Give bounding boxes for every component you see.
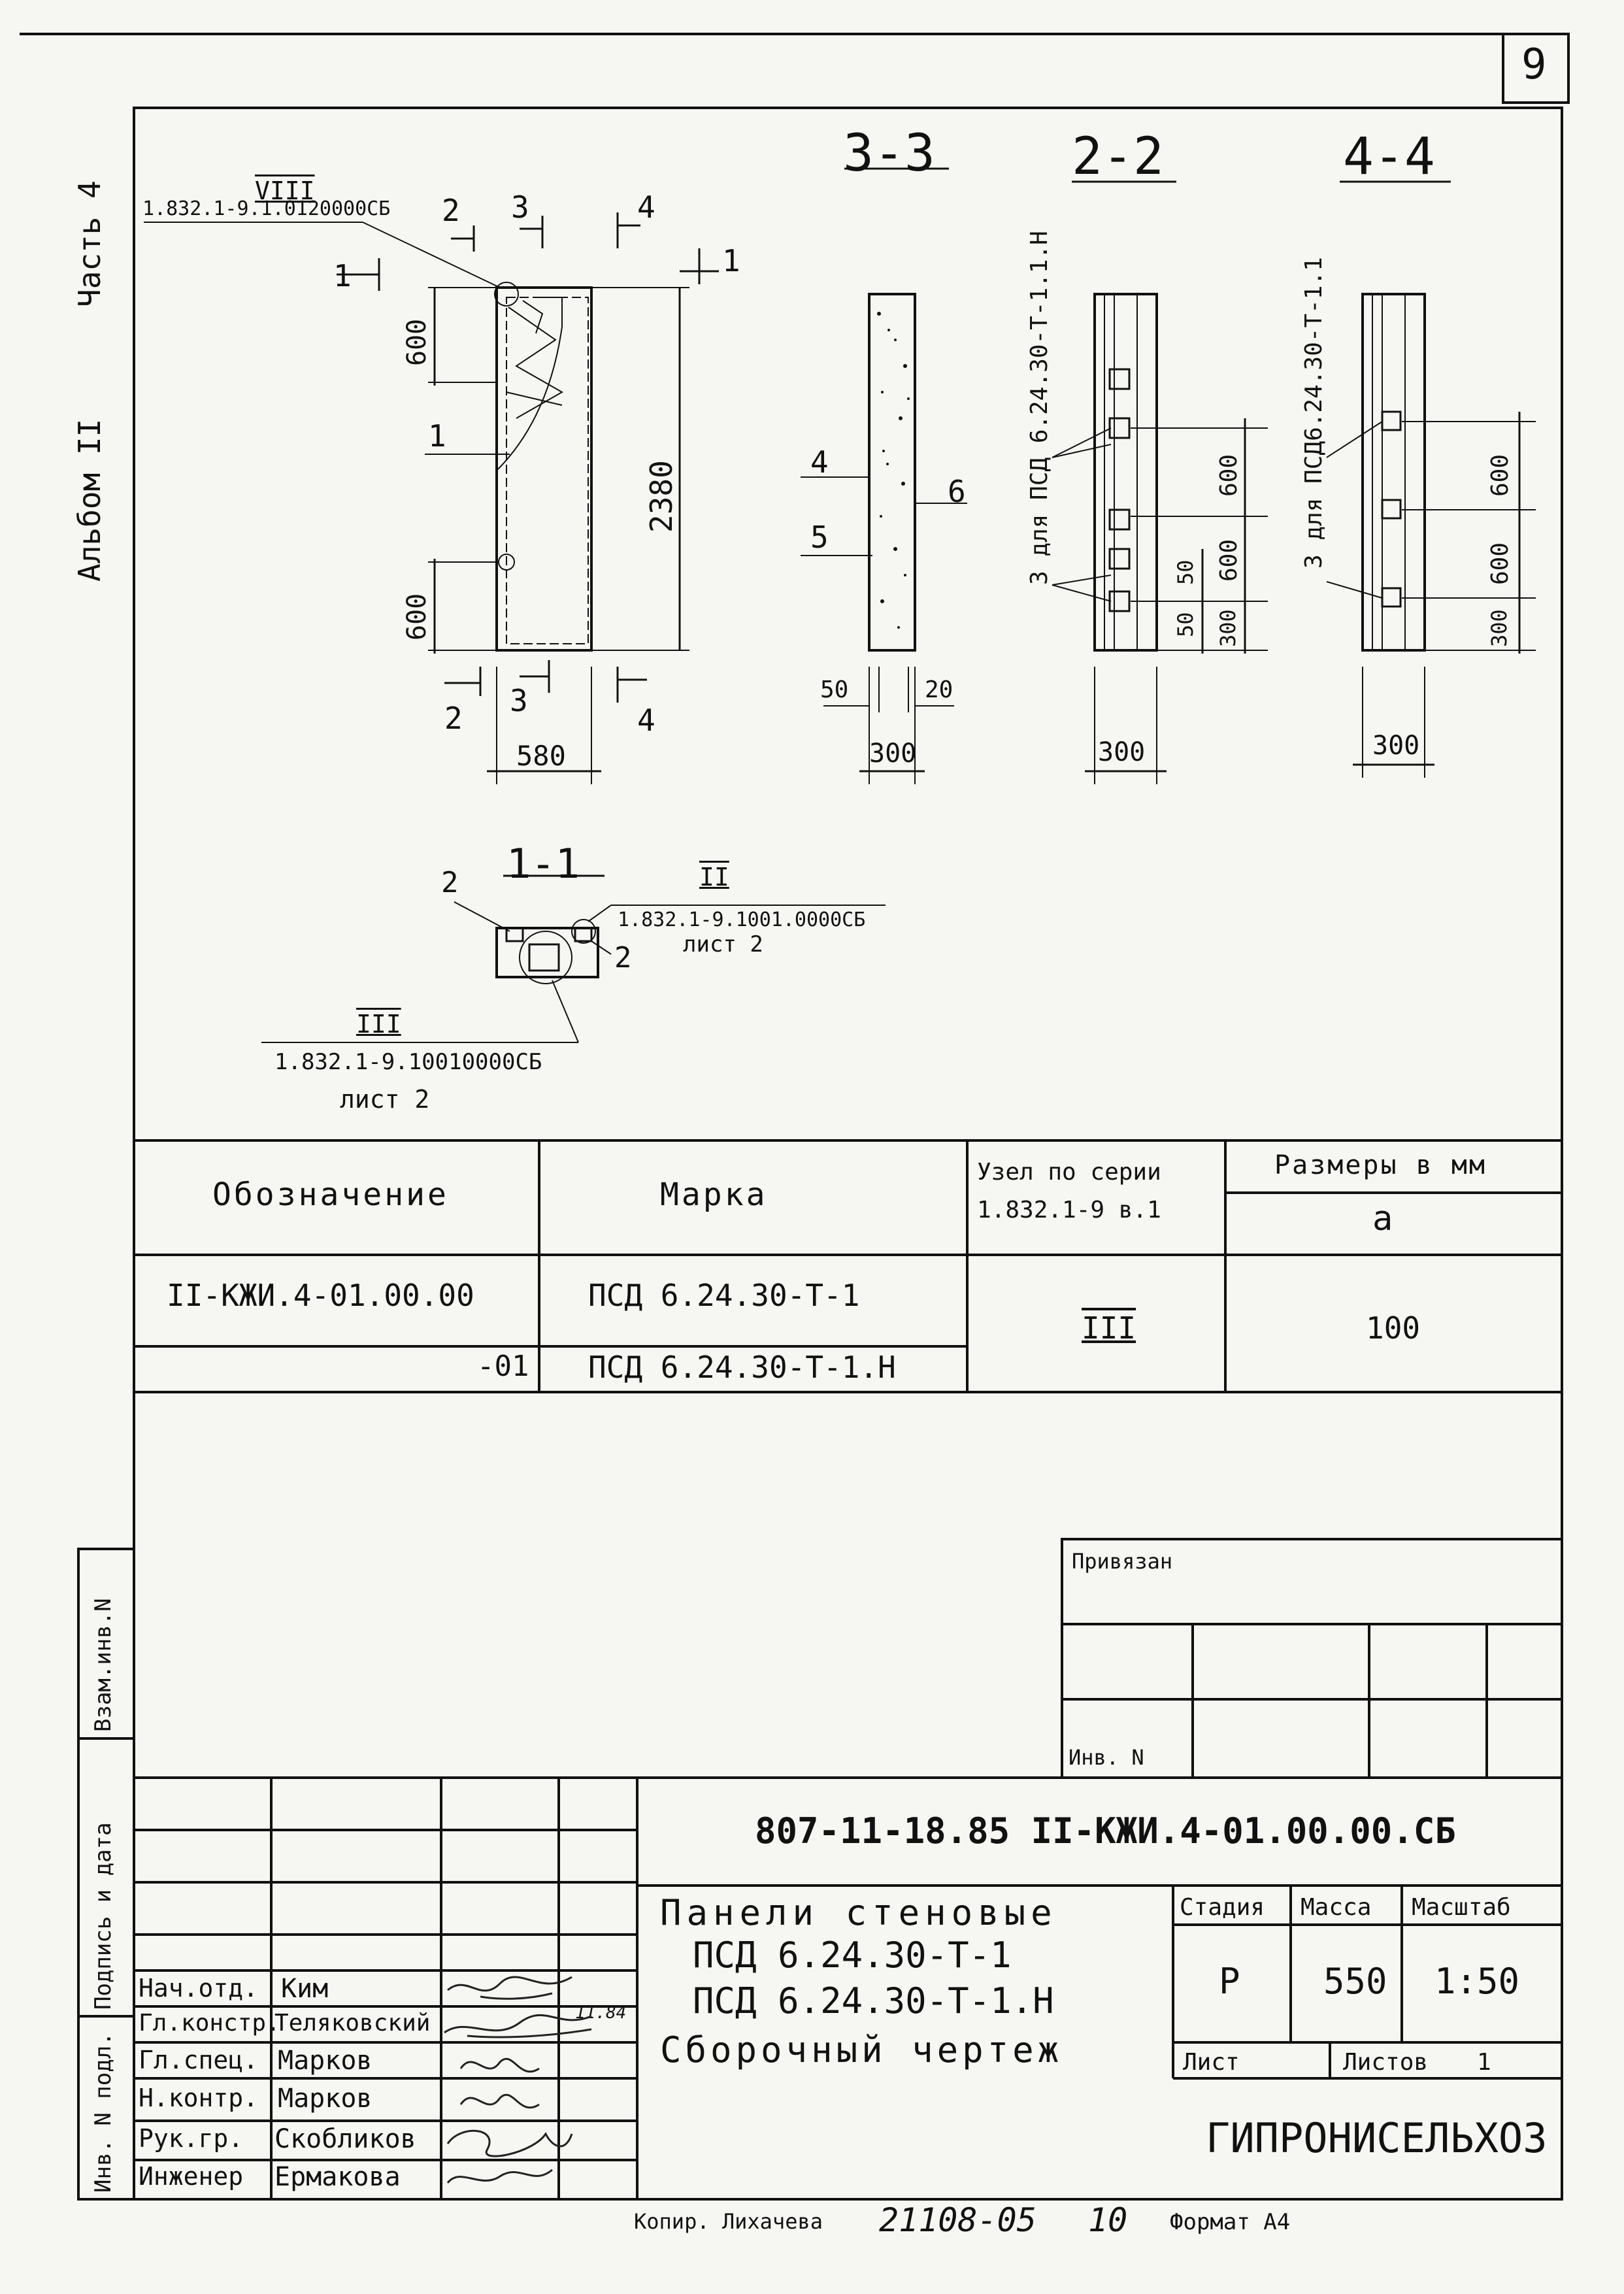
staff-role-6: Инженер [139, 2162, 244, 2191]
title-line-1: Панели стеновые [660, 1892, 1057, 1933]
mass-value: 550 [1323, 1961, 1387, 2002]
staff-name-1: Ким [281, 1974, 329, 2004]
footer-format: Формат А4 [1170, 2209, 1291, 2235]
node-ii-ref: 1.832.1-9.1001.0000СБ [618, 908, 866, 931]
doc-code: 807-11-18.85 II-КЖИ.4-01.00.00.СБ [755, 1810, 1456, 1852]
node-ii-numeral: II [699, 863, 729, 891]
row1-mark: ПСД 6.24.30-Т-1 [588, 1278, 860, 1313]
row2-mark: ПСД 6.24.30-Т-1.Н [588, 1350, 896, 1385]
title-line-4: Сборочный чертеж [660, 2029, 1063, 2070]
privyazan-label: Привязан [1072, 1549, 1173, 1574]
dim-300-section33: 300 [869, 739, 917, 769]
staff-role-1: Нач.отд. [139, 1974, 259, 2003]
listov-value: 1 [1477, 2049, 1491, 2076]
section22-dim-50a: 50 [1173, 559, 1198, 585]
position-1: 1 [428, 418, 446, 454]
cut-mark-1-right: 1 [722, 243, 740, 278]
date-note: 11.84 [575, 2003, 627, 2023]
scale-header: Масштаб [1412, 1894, 1511, 1921]
staff-role-5: Рук.гр. [139, 2124, 244, 2153]
vzam-inv-label: Взам.инв.N [90, 1598, 116, 1732]
section22-dim-300: 300 [1098, 737, 1146, 767]
section-label-1-1: 1-1 [506, 840, 580, 888]
part-label: Часть 4 [72, 180, 107, 307]
title-line-3: ПСД 6.24.30-Т-1.Н [693, 1980, 1054, 2021]
inv-n-label: Инв. N [1069, 1745, 1144, 1770]
listov-header: Листов [1343, 2049, 1429, 2076]
header-mark: Марка [660, 1176, 768, 1213]
section-label-3-3: 3-3 [843, 124, 935, 183]
section-label-4-4: 4-4 [1343, 127, 1435, 186]
staff-role-4: Н.контр. [139, 2084, 259, 2112]
concrete-hatch [877, 312, 910, 629]
header-designation: Обозначение [212, 1176, 449, 1213]
signatures [441, 1970, 637, 2199]
album-label: Альбом II [72, 418, 107, 582]
node-viii-ref: 1.832.1-9.1.0120000СБ [142, 197, 391, 220]
node-viii-numeral: VIII [255, 176, 315, 205]
footer-sheet: 10 [1088, 2201, 1128, 2239]
section44-note: 3 для ПСД6.24.30-Т-1.1 [1301, 257, 1327, 569]
cut-mark-3-top: 3 [511, 190, 529, 225]
staff-name-4: Марков [278, 2084, 373, 2114]
section44-dim-300v: 300 [1487, 609, 1512, 647]
section22-dim-600b: 600 [1216, 539, 1242, 582]
section-label-2-2: 2-2 [1072, 127, 1164, 186]
header-sizes: Размеры в мм [1274, 1150, 1487, 1180]
section44-dim-300: 300 [1372, 731, 1420, 761]
cut-mark-4-bottom: 4 [637, 703, 655, 738]
a-value: 100 [1366, 1310, 1421, 1346]
dim-20-section33: 20 [925, 676, 953, 703]
cut-mark-4-top: 4 [637, 190, 655, 225]
row1-designation: II-КЖИ.4-01.00.00 [167, 1278, 474, 1313]
position-2-a: 2 [441, 866, 459, 899]
position-5: 5 [810, 520, 829, 555]
header-sizes-a: а [1372, 1199, 1393, 1238]
staff-name-2: Теляковский [274, 2010, 431, 2036]
stage-value: Р [1219, 1961, 1240, 2002]
footer-copy: Копир. Лихачева [634, 2209, 823, 2234]
section22-note: 3 для ПСД 6.24.30-Т-1.1.Н [1026, 231, 1053, 585]
dim-600-bottom: 600 [402, 593, 432, 640]
cut-mark-3-bottom: 3 [510, 683, 528, 718]
dim-50-section33: 50 [820, 676, 849, 703]
section22-dim-300v: 300 [1216, 609, 1240, 647]
mass-header: Масса [1301, 1894, 1372, 1921]
header-node: Узел по серии 1.832.1-9 в.1 [977, 1159, 1161, 1223]
staff-role-3: Гл.спец. [139, 2046, 259, 2074]
cut-mark-2-top: 2 [442, 193, 460, 228]
row2-designation: -01 [477, 1350, 529, 1383]
stage-header: Стадия [1180, 1894, 1265, 1921]
dim-580: 580 [516, 740, 566, 772]
list-header: Лист [1183, 2049, 1240, 2076]
node-ii-sheet: лист 2 [683, 931, 763, 957]
dim-2380: 2380 [644, 460, 679, 533]
section22-dim-50b: 50 [1173, 612, 1198, 637]
podpis-data-label: Подпись и дата [90, 1822, 116, 2010]
cut-mark-1-left: 1 [333, 258, 352, 293]
inv-podl-label: Инв. N подл. [90, 2032, 116, 2193]
position-2-b: 2 [614, 941, 632, 974]
footer-number: 21108-05 [879, 2201, 1036, 2239]
staff-name-5: Скобликов [274, 2124, 416, 2154]
node-iii-sheet: лист 2 [340, 1085, 430, 1114]
staff-name-3: Марков [278, 2046, 373, 2076]
scale-value: 1:50 [1434, 1961, 1520, 2002]
node-iii-numeral: III [356, 1010, 401, 1039]
dim-600-top: 600 [402, 318, 432, 366]
position-6: 6 [948, 474, 966, 509]
section22-dim-600a: 600 [1216, 454, 1242, 497]
staff-name-6: Ермакова [274, 2162, 401, 2192]
title-line-2: ПСД 6.24.30-Т-1 [693, 1935, 1012, 1976]
staff-role-2: Гл.констр. [139, 2010, 280, 2036]
sheet-number: 9 [1521, 41, 1547, 89]
cut-mark-2-bottom: 2 [444, 701, 463, 736]
organization: ГИПРОНИСЕЛЬХОЗ [1206, 2114, 1548, 2162]
section44-dim-600a: 600 [1487, 454, 1514, 497]
position-4: 4 [810, 444, 829, 480]
node-value: III [1082, 1310, 1136, 1346]
node-iii-ref: 1.832.1-9.10010000СБ [274, 1049, 542, 1075]
section44-dim-600b: 600 [1487, 542, 1514, 585]
